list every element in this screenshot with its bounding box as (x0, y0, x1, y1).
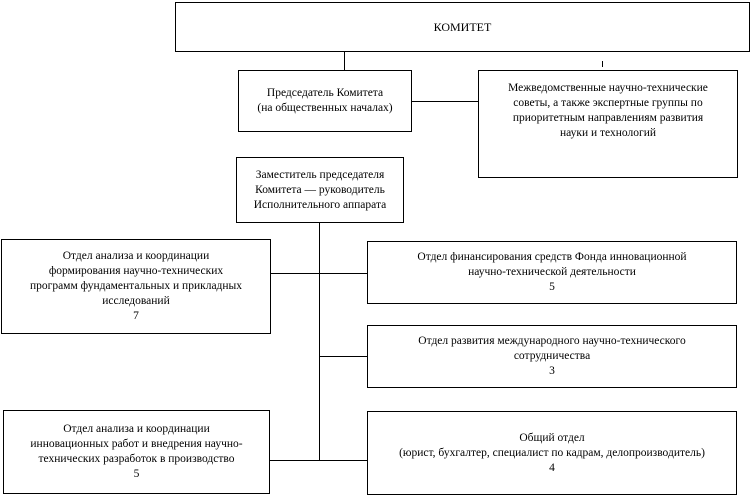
dept-analysis-line3: программ фундаментальных и прикладных (29, 280, 243, 292)
dept-analysis-line4: исследований (102, 295, 170, 307)
dept-innovation-box (3, 410, 270, 494)
chairman-councils-connector (412, 101, 478, 102)
dept-international-line2: сотрудничества (513, 350, 591, 362)
dept-finance-box (367, 241, 737, 304)
dept-innovation-staff: 5 (133, 468, 140, 480)
chairman-box (238, 70, 412, 132)
committee-box (175, 2, 750, 52)
councils-box (478, 70, 738, 178)
dept-analysis-line2: формирования научно-технических (48, 265, 224, 277)
chairman-line1: Председатель Комитета (266, 87, 384, 99)
general-branch-line (319, 460, 367, 461)
deputy-line1: Заместитель председателя (255, 168, 385, 181)
analysis-branch-line (271, 273, 319, 274)
committee-title: КОМИТЕТ (433, 19, 492, 34)
deputy-line2: Комитета — руководитель (255, 183, 385, 196)
councils-line2: советы, а также экспертные группы по (513, 97, 703, 109)
deputy-line3: Исполнительного аппарата (253, 198, 387, 211)
councils-line1: Межведомственные научно-технические (508, 82, 708, 94)
innovation-branch-line (270, 460, 319, 461)
dept-innovation-line3: технических разработок в производство (38, 453, 235, 465)
dept-international-box (367, 325, 737, 388)
councils-line3: приоритетным направлениям развития (512, 112, 704, 124)
dept-innovation-line2: инновационных работ и внедрения научно- (30, 438, 243, 450)
councils-connector-tick (602, 61, 603, 67)
dept-innovation-line1: Отдел анализа и координации (63, 423, 210, 435)
dept-general-line1: Общий отдел (519, 431, 585, 444)
dept-finance-line2: научно-технической деятельности (468, 266, 636, 278)
dept-international-staff: 3 (549, 365, 555, 377)
dept-general-staff: 4 (549, 461, 555, 474)
dept-general-box (367, 411, 737, 495)
dept-international-line1: Отдел развития международного научно-технического (418, 335, 686, 347)
dept-finance-line1: Отдел финансирования средств Фонда инновационной (417, 251, 687, 263)
dept-general-line2: (юрист, бухгалтер, специалист по кадрам, делопроизводитель) (399, 446, 705, 459)
dept-analysis-line1: Отдел анализа и координации (62, 250, 210, 262)
main-trunk-line (319, 223, 320, 461)
finance-branch-line (319, 273, 367, 274)
dept-analysis-box (1, 239, 271, 334)
dept-finance-staff: 5 (549, 281, 555, 293)
international-branch-line (319, 356, 367, 357)
councils-line4: науки и технологий (559, 127, 657, 139)
chairman-line2: (на общественных началах) (257, 102, 393, 114)
deputy-box (236, 157, 404, 223)
dept-analysis-staff: 7 (133, 310, 139, 322)
committee-connector-stub (344, 52, 345, 70)
